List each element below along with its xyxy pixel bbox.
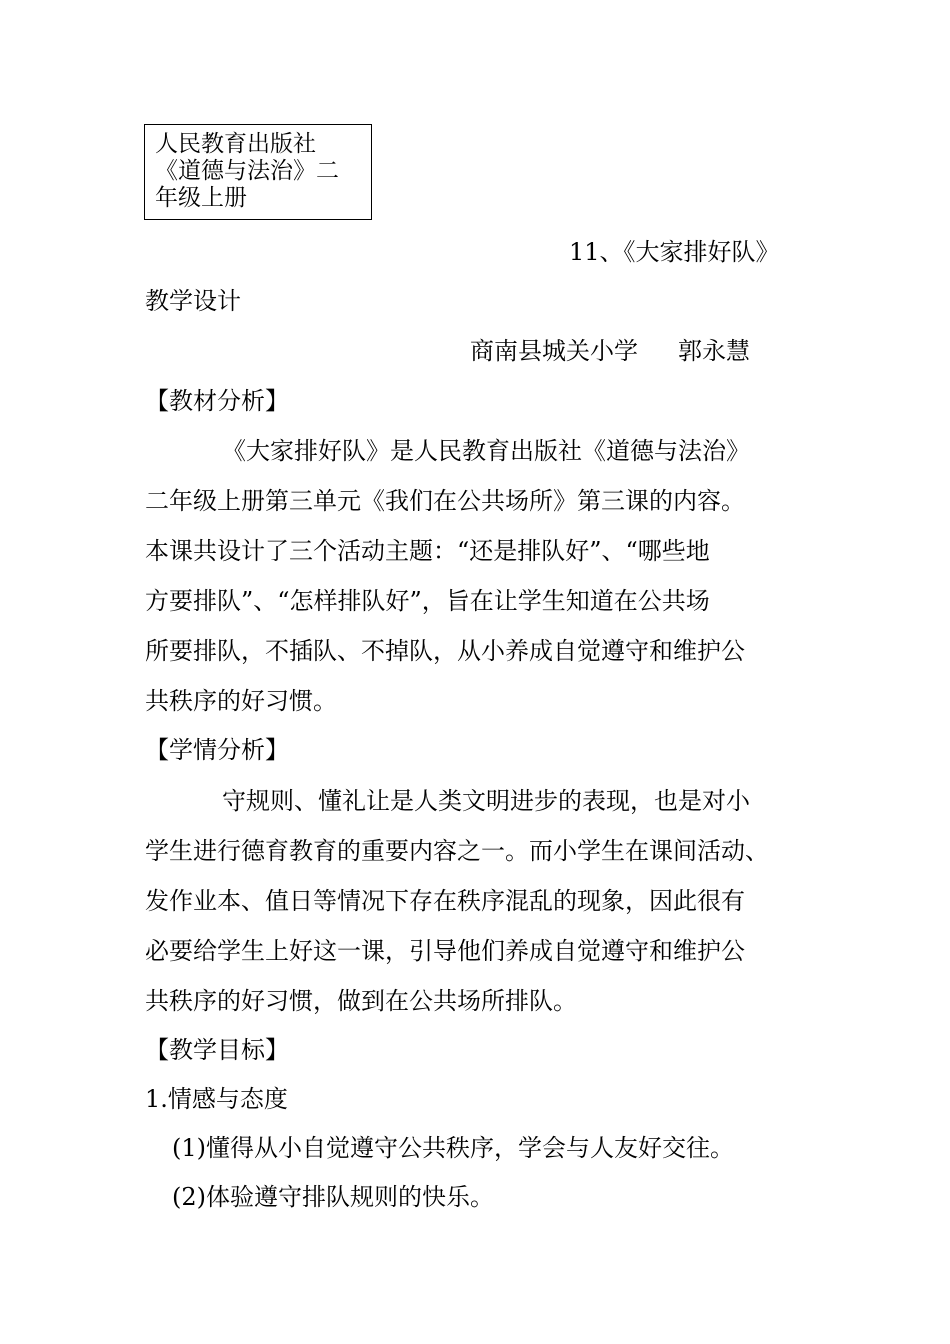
section-heading-material: 【教材分析】 [145, 387, 289, 415]
author-name: 郭永慧 [678, 337, 750, 365]
publisher-box [144, 124, 372, 220]
paragraph-line: 所要排队，不插队、不掉队，从小养成自觉遵守和维护公 [145, 637, 745, 665]
paragraph-line: 本课共设计了三个活动主题：“还是排队好”、“哪些地 [145, 537, 710, 565]
paragraph-line: 学生进行德育教育的重要内容之一。而小学生在课间活动、 [145, 837, 769, 865]
section-heading-goals: 【教学目标】 [145, 1036, 289, 1064]
paragraph-line: 发作业本、值日等情况下存在秩序混乱的现象，因此很有 [145, 887, 745, 915]
paragraph-line: 方要排队”、“怎样排队好”，旨在让学生知道在公共场 [145, 587, 710, 615]
section-heading-students: 【学情分析】 [145, 736, 289, 764]
paragraph-line: 二年级上册第三单元《我们在公共场所》第三课的内容。 [145, 487, 745, 515]
paragraph-line: 必要给学生上好这一课，引导他们养成自觉遵守和维护公 [145, 937, 745, 965]
paragraph-line: 共秩序的好习惯。 [145, 687, 337, 715]
lesson-title: 11、《大家排好队》 [569, 238, 780, 266]
goal-subitem: (2)体验遵守排队规则的快乐。 [172, 1183, 494, 1211]
goal-item: 1.情感与态度 [145, 1085, 288, 1113]
publisher-line-2: 《道德与法治》二 [155, 158, 339, 184]
publisher-line-1: 人民教育出版社 [155, 131, 316, 157]
author-line [470, 336, 750, 366]
paragraph-line: 共秩序的好习惯，做到在公共场所排队。 [145, 987, 577, 1015]
author-school: 商南县城关小学 [470, 337, 638, 365]
paragraph-line: 守规则、懂礼让是人类文明进步的表现，也是对小 [222, 787, 750, 815]
lesson-subtitle: 教学设计 [145, 287, 241, 315]
paragraph-line: 《大家排好队》是人民教育出版社《道德与法治》 [222, 437, 750, 465]
goal-subitem: (1)懂得从小自觉遵守公共秩序，学会与人友好交往。 [172, 1134, 734, 1162]
publisher-line-3: 年级上册 [155, 185, 247, 211]
